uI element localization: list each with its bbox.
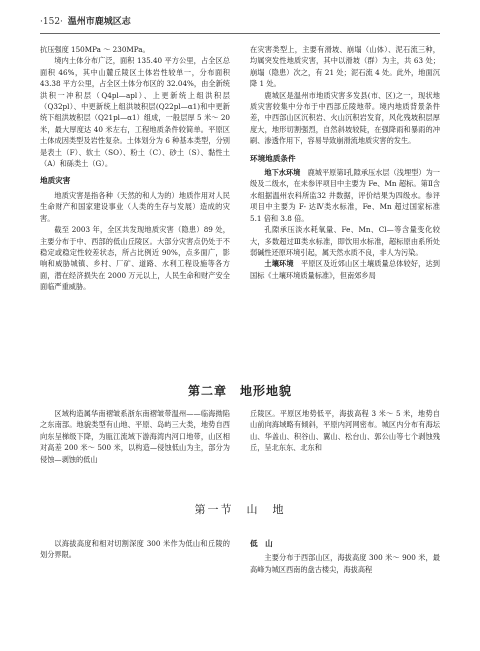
left-column-bottom: [40, 538, 230, 578]
paragraph: 主要分布于西部山区，海拔高度 300 米～ 900 米，最高峰为城区西南的盘古楼尖，海拔高程: [250, 553, 440, 574]
left-column-top: [40, 44, 230, 366]
subheading-geologic-disaster: 地质灾害: [40, 176, 71, 186]
subheading-environment: 环境地质条件: [250, 153, 296, 163]
page-number: ·152·: [40, 17, 63, 27]
paragraph: 丘陵区。平原区地势低平，海拔高程 3 米～ 5 米，地势自山前向海域略有倾斜，平原内河网密布。城区内分布有海坛山、华盖山、积谷山、翼山、松台山、郭公山等七个剥蚀残丘，呈北东东、北东和: [250, 409, 440, 453]
header-rule: [40, 33, 440, 34]
paragraph: [250, 167, 440, 224]
paragraph: 地质灾害是指各种（天然的和人为的）地质作用对人民生命财产和国家建设事业（人类的生存与发展）造成的灾害。: [40, 190, 230, 223]
paragraph: 鹿城区是温州市地质灾害多发县(市、区)之一，现状地质灾害较集中分布于中西部丘陵地带。境内地质背景条件差，中西部山区沉积岩、火山沉积岩发育，风化残坡积层厚度大，地形切割强烈，自然斜坡较陡，在强降雨和暴雨的冲刷、渗透作用下，容易导致崩滑流地质灾害的发生。: [250, 90, 440, 146]
chapter-title: 第二章 地形地貌: [187, 384, 292, 398]
right-column-bottom: [250, 538, 440, 598]
paragraph: 区域构造属华南褶皱系浙东南褶皱带温州——临海拗陷之东南部。地貌类型有山地、平原、岛屿三大类，地势自西向东呈梯级下降，为瓯江流域下游海湾内河口地带，山区相对高差 200 米～ 500 米，以构造—侵蚀低山为主，部分为侵蚀—剥蚀的低山: [40, 409, 230, 464]
right-column-top: [250, 44, 440, 366]
paragraph-text: 平原区及近郊山区土壤质量总体较好，达到国标《土壤环境质量标准》，但南郊乡局: [250, 259, 440, 280]
running-header: [40, 14, 440, 34]
paragraph: 截至 2003 年，全区共发现地质灾害（隐患）89 处，主要分布于中、西部的低山丘陵区。大部分灾害点仍处于不稳定或稳定性较差状态，所占比例近 90%，点多面广，影响和威胁城镇、乡村、厂矿、道路、水利工程设施等各方面，潜在经济损失在 2000 万元以上，人民生命和财产安全面临严重威胁。: [40, 225, 230, 292]
paragraph: 孔隙承压淡水耗氧量、Fe、Mn、Cl—等含量变化较大，多数超过Ⅲ类水标准，即饮用水标准，超标原由系所处弱碱性还原环境引起，属天然水质不良，非人为污染。: [250, 225, 440, 257]
paragraph: [250, 258, 440, 281]
book-title: 温州市鹿城区志: [67, 17, 131, 27]
paragraph-text: 鹿城平原第Ⅰ孔隙承压水层（浅埋型）为一级及二级水，在未参评项目中主要为 Fe、Mn 超标。第Ⅱ含水组据温州农科所监32 井数据，评价结果为四级水。参评项目中主要为 F- 达Ⅳ类水标准，Fe、Mn 超过国家标准 5.1 倍和 3.8 倍。: [250, 168, 440, 223]
right-column-mid: [250, 408, 440, 476]
paragraph: 在灾害类型上，主要有滑坡、崩塌（山体）、泥石流三种，均属突发性地质灾害，其中以滑坡（群）为主，共 63 处；崩塌（隐患）次之，有 21 处；泥石流 4 处。此外，地面沉降 1 处。: [250, 45, 440, 89]
left-column-mid: [40, 408, 230, 476]
section-title: 第一节 山 地: [194, 503, 286, 516]
subheading-low-mountain: 低 山: [250, 539, 273, 548]
paragraph: 以海拔高度和相对切割深度 300 米作为低山和丘陵的划分界限。: [40, 539, 230, 560]
run-in-heading: 地下水环境: [264, 168, 301, 178]
run-in-heading: 土壤环境: [264, 259, 294, 269]
paragraph: 境内土体分布广泛，面积 135.40 平方公里，占全区总面积 46%，其中山麓丘陵区土体岩性较单一，分布面积 43.38 平方公里，占全区土体分布区的 32.04%，由全新统洪积一冲积层（Q4pl—apl）、上更新统上组洪积层（Q32pl）、中更新统上组洪坡积层(Q22pl—α1)和中更新统下组洪坡积层（Q21pl—α1）组成，一般层厚 5 米～ 20 米，最大厚度达 40 米左右，工程地质条件较简单。平原区土体成因类型及岩性复杂。土体划分为 6 种基本类型，分别是表土（F）、软土（SO）、粉土（C）、砂土（S）、黏性土（A）和砾类土（G）。: [40, 56, 230, 169]
paragraph: 抗压强度 150MPa ～ 230MPa。: [40, 45, 150, 54]
